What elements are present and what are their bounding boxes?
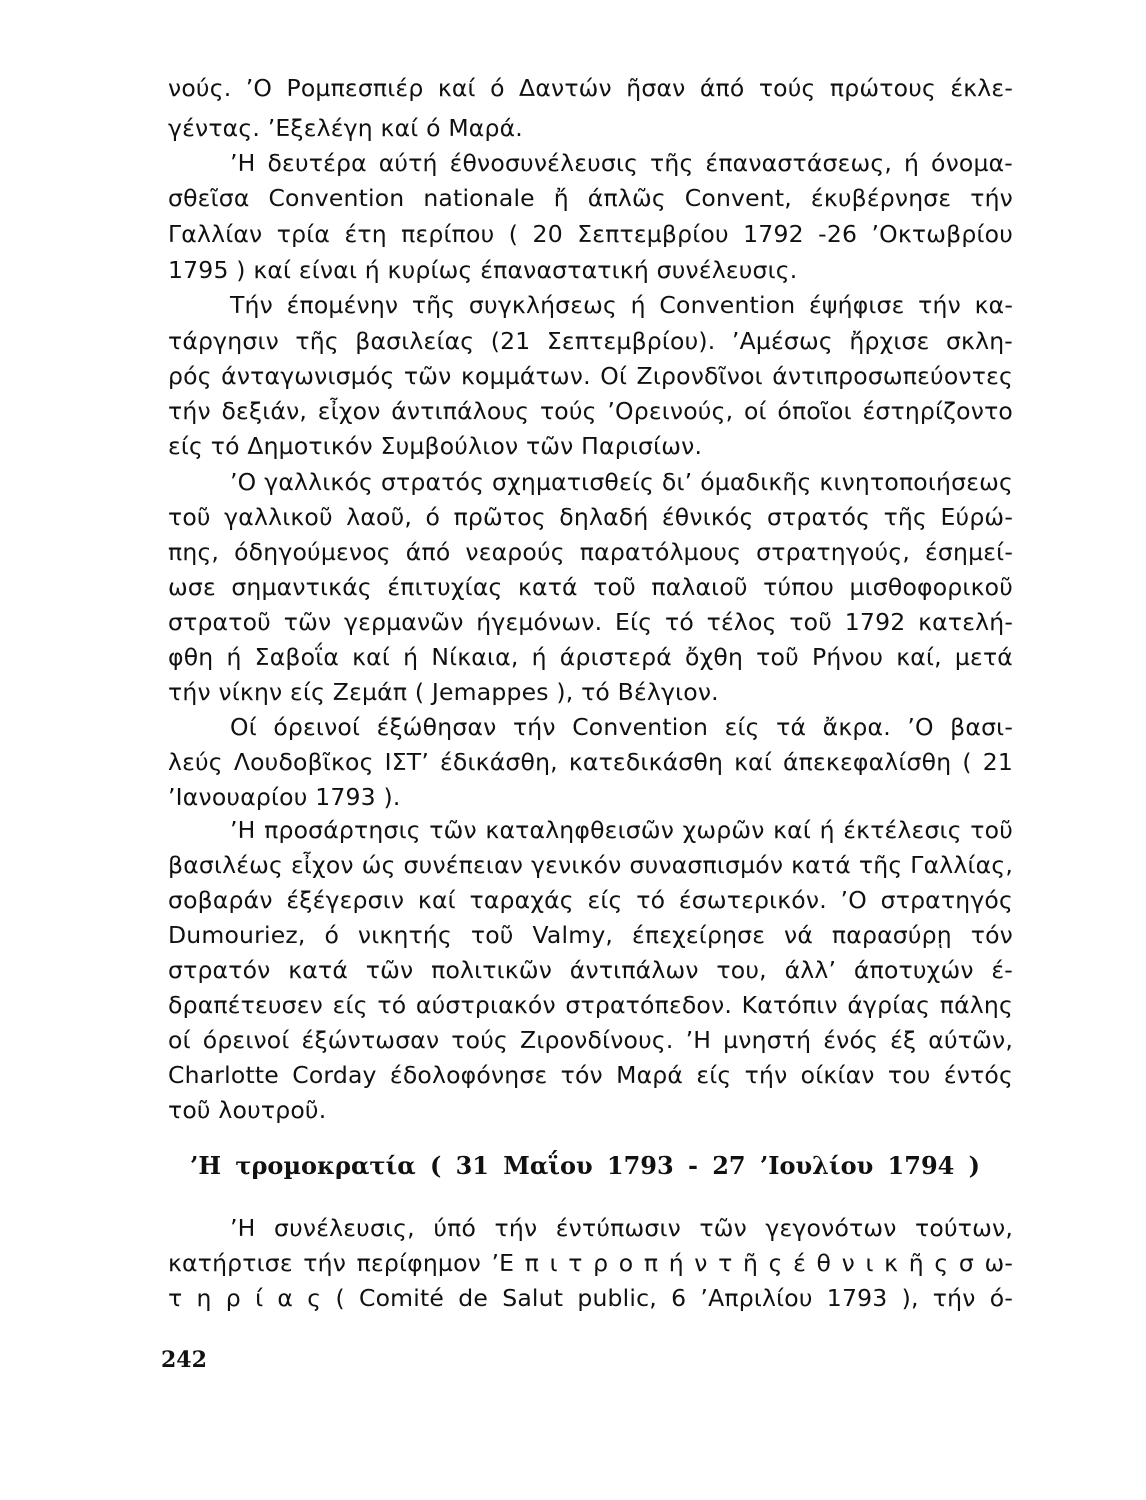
text-line: τήν δεξιάν, εἶχον άντιπάλους τούς ’Ορεινούς, οί όποῖοι έστηρίζοντο: [168, 397, 1013, 425]
text-line: οί όρεινοί έξώντωσαν τούς Ζιρονδίνους. ’Η µνηστή ένός έξ αύτῶν,: [168, 1026, 1013, 1054]
text-line: πης, όδηγούµενος άπό νεαρούς παρατόλµους στρατηγούς, έσηµεί-: [168, 538, 1013, 566]
page-number: 242: [161, 1347, 207, 1373]
text-line: σοβαράν έξέγερσιν καί ταραχάς είς τό έσωτερικόν. ’Ο στρατηγός: [168, 886, 1013, 914]
text-line: ωσε σηµαντικάς έπιτυχίας κατά τοῦ παλαιοῦ τύπου µισθοφορικοῦ: [168, 573, 1013, 601]
text-line: δραπέτευσεν είς τό αύστριακόν στρατόπεδον. Κατόπιν άγρίας πάλης: [168, 991, 1013, 1019]
text-line: τήν νίκην είς Ζεµάπ ( Jemappes ), τό Βέλγιον.: [168, 678, 719, 706]
text-line: τοῦ λουτροῦ.: [168, 1096, 327, 1124]
text-line: κατήρτισε τήν περίφηµον ’Ε π ι τ ρ ο π ή ν τ ῆ ς έ θ ν ι κ ῆ ς σ ω-: [168, 1249, 1013, 1277]
text-line: Τήν έποµένην τῆς συγκλήσεως ή Convention έψήφισε τήν κα-: [230, 291, 1013, 319]
text-line: Charlotte Corday έδολοφόνησε τόν Μαρά είς τήν οίκίαν του έντός: [168, 1061, 1013, 1089]
text-line: Οί όρεινοί έξώθησαν τήν Convention είς τά ἄκρα. ’Ο βασι-: [230, 713, 1013, 741]
text-line: γέντας. ’Εξελέγη καί ό Μαρά.: [168, 114, 523, 142]
text-line: ’Ο γαλλικός στρατός σχηµατισθείς δι’ όµαδικῆς κινητοποιήσεως: [230, 468, 1013, 496]
text-line: τ η ρ ί α ς ( Comité de Salut public, 6 ’Απριλίου 1793 ), τήν ό-: [168, 1284, 1013, 1312]
text-line: Γαλλίαν τρία έτη περίπου ( 20 Σεπτεµβρίου 1792 -26 ’Οκτωβρίου: [168, 220, 1013, 248]
text-line: στρατόν κατά τῶν πολιτικῶν άντιπάλων του, άλλ’ άποτυχών έ-: [168, 956, 1013, 984]
text-line: ρός άνταγωνισµός τῶν κοµµάτων. Οί Ζιρονδῖνοι άντιπροσωπεύοντες: [168, 362, 1013, 390]
text-line: βασιλέως εἶχον ώς συνέπειαν γενικόν συνασπισµόν κατά τῆς Γαλλίας,: [168, 851, 1013, 879]
text-line: τάργησιν τῆς βασιλείας (21 Σεπτεµβρίου). ’Αµέσως ἤρχισε σκλη-: [168, 327, 1013, 355]
text-line: ’Η προσάρτησις τῶν καταληφθεισῶν χωρῶν καί ή έκτέλεσις τοῦ: [230, 816, 1013, 844]
text-line: τοῦ γαλλικοῦ λαοῦ, ό πρῶτος δηλαδή έθνικός στρατός τῆς Εύρώ-: [168, 503, 1013, 531]
section-heading: ’Η τροµοκρατία ( 31 Μαΐου 1793 - 27 ’Ιουλίου 1794 ): [190, 1151, 980, 1180]
text-line: στρατοῦ τῶν γερµανῶν ήγεµόνων. Είς τό τέλος τοῦ 1792 κατελή-: [168, 608, 1013, 636]
text-line: φθη ή Σαβοΐα καί ή Νίκαια, ή άριστερά ὄχθη τοῦ Ρήνου καί, µετά: [168, 643, 1013, 671]
text-line: σθεῖσα Convention nationale ἤ άπλῶς Convent, έκυβέρνησε τήν: [168, 184, 1013, 212]
text-line: Dumouriez, ό νικητής τοῦ Valmy, έπεχείρησε νά παρασύρῃ τόν: [168, 921, 1013, 949]
text-line: είς τό Δηµοτικόν Συµβούλιον τῶν Παρισίων.: [168, 432, 703, 460]
text-line: 1795 ) καί είναι ή κυρίως έπαναστατική συνέλευσις.: [168, 256, 798, 284]
text-line: ’Η δευτέρα αύτή έθνοσυνέλευσις τῆς έπαναστάσεως, ή όνοµα-: [230, 149, 1013, 177]
text-line: λεύς Λουδοβῖκος ΙΣΤ’ έδικάσθη, κατεδικάσθη καί άπεκεφαλίσθη ( 21: [168, 748, 1013, 776]
text-line: ’Η συνέλευσις, ύπό τήν έντύπωσιν τῶν γεγονότων τούτων,: [230, 1214, 1013, 1242]
text-line: ’Ιανουαρίου 1793 ).: [168, 783, 401, 811]
text-line: νούς. ’Ο Ροµπεσπιέρ καί ό Δαντών ῆσαν άπό τούς πρώτους έκλε-: [168, 74, 1013, 102]
